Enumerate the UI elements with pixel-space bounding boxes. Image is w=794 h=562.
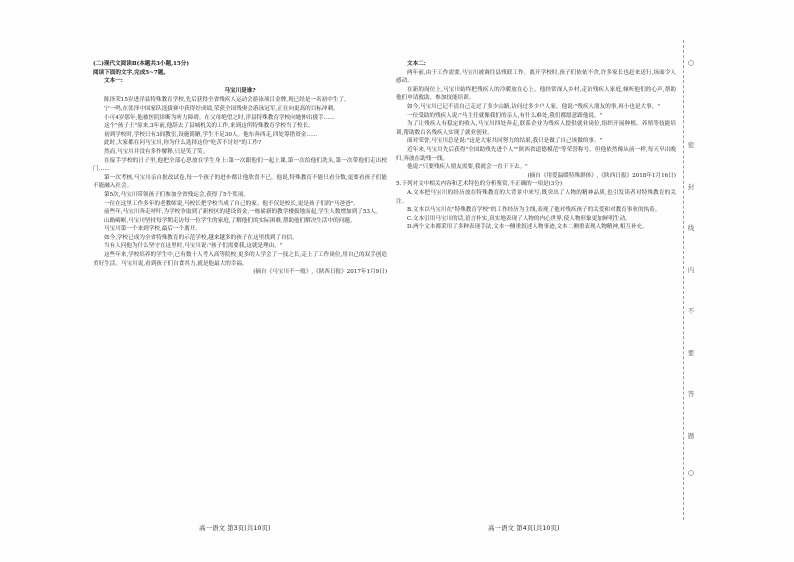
paragraph: 在新的岗位上,马宝川始终把残疾人的冷暖放在心上。他经常深入乡村,走访残疾人家庭,倾听他们的心声,帮助他们申请救助、参加技能培训。 xyxy=(396,86,676,102)
paragraph: 两年前,由于工作需要,马宝川被调往县残联工作。离开学校时,孩子们依依不舍,许多家长也赶来送行,场面令人感动。 xyxy=(396,69,676,85)
article-title: 马宝川是谁? xyxy=(224,87,256,94)
left-paragraphs xyxy=(93,96,387,268)
paragraph: 如今,马宝川已记不清自己走过了多少山路,访问过多少户人家。他说:"残疾人朋友的事,再小也是大事。" xyxy=(407,103,660,110)
right-paragraphs xyxy=(396,69,676,172)
paragraph: 面对荣誉,马宝川总是说:"这是大家共同努力的结果,我只是做了自己该做的事。" xyxy=(407,138,603,145)
binding-hole-bottom xyxy=(688,470,694,476)
paragraph: 马宝川第一个来到学校,最后一个离开。 xyxy=(104,226,201,233)
paragraph: 这个"孩子王"原来,3年前,他辞去了县城机关的工作,来到这所特殊教育学校当了校长。 xyxy=(104,123,314,130)
instruction: 阅读下面的文字,完成5~7题。 xyxy=(93,69,169,76)
paragraph: 第一次考核,马宝川亲自批改试卷,每一个孩子的进步都让他欣喜不已。他说,特殊教育不能只看分数,更要看孩子们能不能融入社会。 xyxy=(93,174,387,190)
paragraph: 当有人问他为什么坚守在这里时,马宝川说:"孩子们需要我,这就是理由。" xyxy=(104,243,283,250)
paragraph: 他说:"只要残疾人朋友需要,我就会一直干下去。" xyxy=(407,164,528,171)
question-5-stem: 5.下列对文中相关内容和艺术特色的分析鉴赏,不正确的一项是(3分) xyxy=(396,181,563,188)
answer-option: C.文本引用马宝川的话,语言朴实,真实地表现了人物的内心世界,使人物形象更加鲜明生动。 xyxy=(407,215,631,222)
binding-char: 内 xyxy=(687,265,695,274)
paragraph: 一位在这里工作多年的老教师说,马校长把学校当成了自己的家。他不仅是校长,更是孩子们的"马爸爸"。 xyxy=(104,200,359,207)
text2-label: 文本二: xyxy=(407,61,426,67)
left-source: (摘自《马宝川不一般》,《陕西日报》2017年1月9日) xyxy=(253,269,387,276)
binding-line xyxy=(683,40,684,520)
paragraph: 小可4岁那年,他被医院诊断为听力障碍。在父母绝望之时,洋县特殊教育学校向她伸出援手…… xyxy=(104,114,335,121)
paragraph: 如今,学校已成为全省特殊教育的示范学校,越来越多的孩子在这里找到了自信。 xyxy=(104,234,298,241)
binding-hole-top xyxy=(688,60,694,66)
paragraph: 陈泽荣15岁进洋县特殊教育学校,先后获得全省残疾人运动会游泳项目金牌,现已经是一名初中生了。 xyxy=(104,97,350,104)
paragraph: 然而,马宝川并没有多作解释,只是笑了笑。 xyxy=(104,148,209,155)
paragraph: 为了让残疾人有稳定的收入,马宝川四处奔走,联系企业为残疾人提供就业岗位,组织开展种植、养殖等技能培训,帮助数百名残疾人实现了就业创业。 xyxy=(396,121,676,136)
paragraph: 在接手学校的日子里,他把全部心思放在学生身上:第一次跟他们一起上课,第一次给他们洗头,第一次带他们走出校门…… xyxy=(93,157,387,173)
paragraph: 初到学校时,学校只有3间教室,设施简陋,学生不足30人。他东奔西走,四处筹措资金…… xyxy=(104,131,318,138)
paragraph: 此时,大家都在问马宝川,你为什么选择这份"吃苦不讨好"的工作? xyxy=(104,140,262,147)
section-heading: (二)现代文阅读Ⅱ(本题共3小题,15分) xyxy=(93,61,190,67)
paragraph: 前些年,马宝川奔走呼吁,为学校争取到了新校区的建设资金,一栋崭新的教学楼拔地而起,学生人数增加到了53人。 xyxy=(104,209,382,216)
footer-right: 高一语文 第4页(共10页) xyxy=(488,524,560,532)
paragraph: 宁一鸣,在张泽中国家队选拔赛中获得好成绩,荣获全国残奥会游泳冠军,正在向更高的目标冲刺。 xyxy=(104,105,339,112)
binding-char: 封 xyxy=(687,182,695,191)
paragraph: 山路崎岖,马宝川坚持每学期走访每一位学生的家庭,了解他们的实际困难,帮助他们解决生活中的问题。 xyxy=(104,217,356,224)
answer-option: A.文本把马宝川的经历放在特殊教育的大背景中来写,既突出了人物的精神品质,也引发读者对特殊教育的关注。 xyxy=(396,189,676,205)
binding-char: 不 xyxy=(687,307,695,316)
binding-char: 线 xyxy=(687,224,695,233)
right-source: (摘自《用爱温暖特殊群体》,《陕西日报》2018年1月16日) xyxy=(527,172,676,179)
paragraph: 近年来,马宝川先后获得"全国助残先进个人""陕西省道德模范"等荣誉称号。但他依然像从前一样,每天早出晚归,奔波在助残一线。 xyxy=(396,146,676,162)
left-page xyxy=(93,60,387,500)
answer-option: D.两个文本都采用了多种表现手法,文本一侧重叙述人物事迹,文本二侧重表现人物精神,相互补充。 xyxy=(407,224,648,231)
binding-strip-text xyxy=(685,140,697,440)
question-5-options xyxy=(396,189,676,232)
footer-left: 高一语文 第3页(共10页) xyxy=(199,524,271,532)
paragraph: 一位受助的残疾人说:"马主任就像我们的亲人,有什么难处,我们都愿意跟他说。" xyxy=(407,112,603,119)
binding-char: 答 xyxy=(687,390,695,399)
paragraph: 第5次,马宝川带领孩子们参加全省残运会,获得了5个奖项。 xyxy=(104,191,249,198)
answer-option: B.文本以马宝川在"特殊教育学校"的工作经历为主线,表现了他对残疾孩子的关爱和对教育事业的执着。 xyxy=(407,207,661,214)
binding-char: 题 xyxy=(687,431,695,440)
right-page xyxy=(396,60,676,500)
binding-char: 要 xyxy=(687,348,695,357)
paragraph: 这些年来,学校培养的学生中,已有数十人考入高等院校,更多的人学会了一技之长,走上了工作岗位,用自己的双手创造美好生活。马宝川说,看到孩子们自食其力,就是他最大的幸福。 xyxy=(93,252,387,267)
binding-char: 密 xyxy=(687,141,695,149)
text1-label: 文本一: xyxy=(104,78,123,85)
